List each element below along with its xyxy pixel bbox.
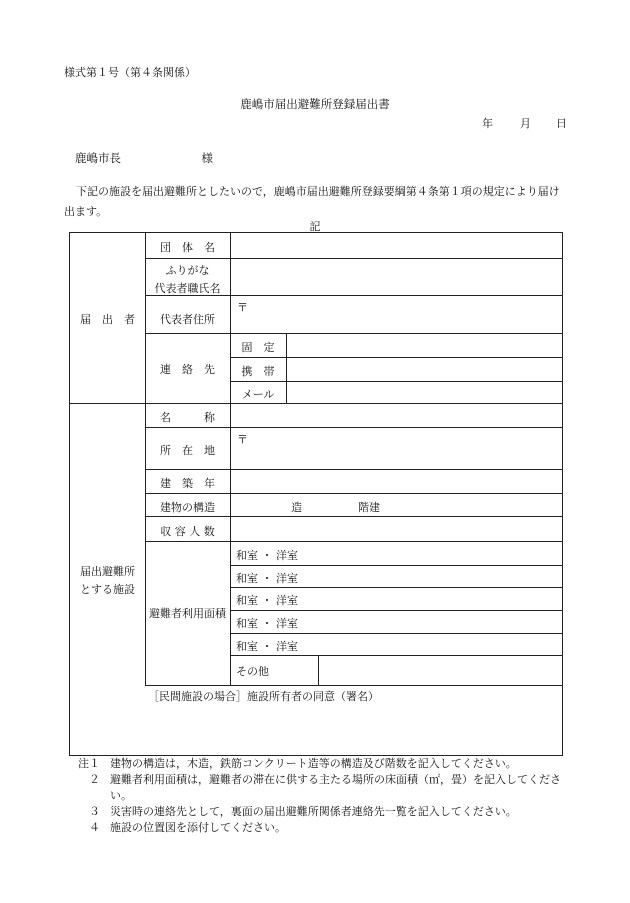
room-type-label: 和室 ・ 洋室 <box>236 617 298 630</box>
divider-row <box>145 333 562 334</box>
divider-row <box>145 541 562 542</box>
divider-row <box>145 493 562 494</box>
divider-contact-col <box>286 333 287 403</box>
date-day-label: 日 <box>556 117 567 130</box>
room-type-label: 和室 ・ 洋室 <box>236 549 298 562</box>
divider-row <box>145 516 562 517</box>
date-month-label: 月 <box>520 117 531 130</box>
other-label: その他 <box>236 665 269 678</box>
rep-postal-mark: 〒 <box>237 301 248 314</box>
note-item <box>72 772 572 804</box>
capacity-label: 収 容 人 数 <box>160 525 215 538</box>
note-item <box>72 820 572 836</box>
note-text: 施設の位置図を添付してください。 <box>110 821 286 834</box>
location-label: 所 在 地 <box>160 444 215 457</box>
divider-row <box>145 427 562 428</box>
structure-kaidate-label: 階建 <box>358 501 380 514</box>
note-item <box>72 756 572 772</box>
divider-other-col <box>318 655 319 685</box>
form-number: 様式第１号（第４条関係） <box>64 66 196 79</box>
divider-row <box>145 469 562 470</box>
consent-label: ［民間施設の場合］施設所有者の同意（署名） <box>148 690 379 703</box>
note-text: 建物の構造は，木造，鉄筋コンクリート造等の構造及び階数を記入してください。 <box>110 757 517 770</box>
rep-address-label: 代表者住所 <box>160 313 215 326</box>
divider-area-col <box>230 538 231 685</box>
registration-form-table <box>69 232 563 756</box>
divider-row <box>230 565 562 566</box>
divider-section <box>70 403 562 404</box>
note-number: ３ <box>89 805 100 818</box>
facility-section-label-line2: とする施設 <box>80 583 135 596</box>
note-number: 注１ <box>78 757 100 770</box>
divider-row <box>230 655 562 656</box>
contact-fixed-label: 固 定 <box>241 341 275 354</box>
facility-section-label-line1: 届出避難所 <box>80 565 135 578</box>
ki-label: 記 <box>309 220 321 233</box>
intro-text: 下記の施設を届出避難所としたいので，鹿嶋市届出避難所登録要綱第４条第１項の規定により届け出ます。 <box>64 185 560 218</box>
note-text: 避難者利用面積は，避難者の滞在に供する主たる場所の床面積（㎡，畳）を記入してください。 <box>110 773 561 802</box>
structure-label: 建物の構造 <box>160 501 215 514</box>
room-type-label: 和室 ・ 洋室 <box>236 640 298 653</box>
room-type-label: 和室 ・ 洋室 <box>236 594 298 607</box>
room-type-label: 和室 ・ 洋室 <box>236 572 298 585</box>
note-item <box>72 804 572 820</box>
divider-row <box>145 258 562 259</box>
rep-name-label: 代表者職氏名 <box>154 282 221 295</box>
divider-row <box>230 633 562 634</box>
furigana-label: ふりがな <box>165 264 210 277</box>
divider-row <box>145 685 562 686</box>
note-text: 災害時の連絡先として，裏面の届出避難所関係者連絡先一覧を記入してください。 <box>110 805 517 818</box>
document-title: 鹿嶋市届出避難所登録届出書 <box>240 97 390 111</box>
contact-label: 連 絡 先 <box>160 363 215 376</box>
group-name-label: 団 体 名 <box>160 241 215 254</box>
usage-area-label: 避難者利用面積 <box>149 607 226 620</box>
note-number: ２ <box>89 773 100 786</box>
addressee: 鹿嶋市長 様 <box>75 151 213 165</box>
divider-row <box>230 381 562 382</box>
applicant-section-label: 届 出 者 <box>80 313 135 326</box>
divider-row <box>230 587 562 588</box>
contact-mobile-label: 携 帯 <box>241 365 275 378</box>
notes <box>72 756 572 836</box>
note-number: ４ <box>89 821 100 834</box>
built-year-label: 建 築 年 <box>160 477 215 490</box>
contact-mail-label: メール <box>241 388 275 401</box>
structure-zo-label: 造 <box>291 501 302 514</box>
facility-name-label: 名 称 <box>160 411 215 424</box>
divider-row <box>230 610 562 611</box>
divider-row <box>230 357 562 358</box>
date-year-label: 年 <box>482 117 493 130</box>
location-postal-mark: 〒 <box>237 433 248 446</box>
